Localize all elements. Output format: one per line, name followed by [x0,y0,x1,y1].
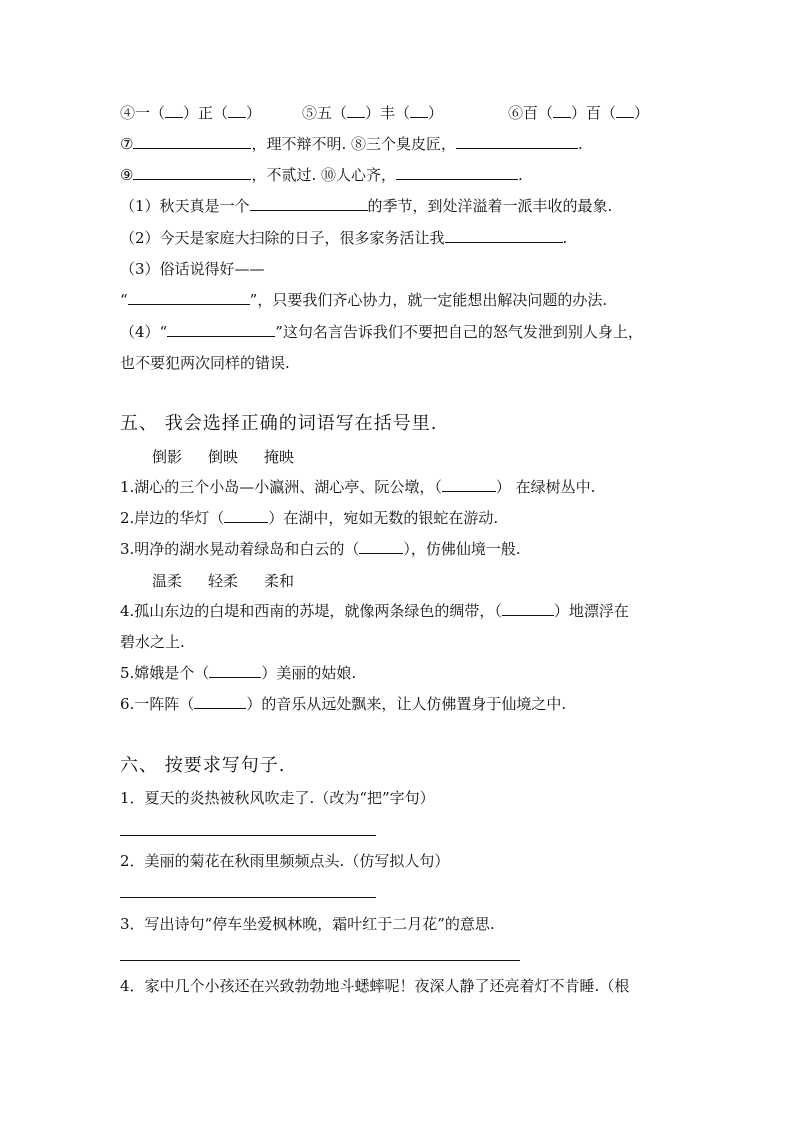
answer-line[interactable] [120,835,376,836]
answer-line[interactable] [120,960,520,961]
s5-q3: 3.明净的湖水晃动着绿岛和白云的（ ），仿佛仙境一般. [120,540,521,558]
word-choices-1: 倒影 倒映 掩映 [152,448,295,466]
blank[interactable] [128,290,250,305]
idiom-7-8: ⑦ ，理不辩不明. ⑧三个臭皮匠， . [120,135,583,153]
section-6-heading: 六、 按要求写句子. [120,755,286,776]
idiom-6: ⑥百（ ）百（ ） [508,104,650,122]
blank[interactable] [228,103,246,118]
blank[interactable] [502,601,554,616]
blank[interactable] [133,134,251,149]
word-choices-2: 温柔 轻柔 柔和 [152,572,295,590]
s5-q6: 6.一阵阵（ ）的音乐从远处飘来，让人仿佛置身于仙境之中. [120,695,567,713]
blank[interactable] [250,196,368,211]
section-5-heading: 五、 我会选择正确的词语写在括号里. [120,413,438,434]
idiom-5: ⑤五（ ）丰（ ） [302,104,444,122]
blank[interactable] [194,694,246,709]
s6-q1: 1．夏天的炎热被秋风吹走了.（改为“把”字句） [120,789,435,807]
s6-q2: 2．美丽的菊花在秋雨里频频点头.（仿写拟人句） [120,852,450,870]
blank[interactable] [553,103,571,118]
s5-q4-cont: 碧水之上. [120,633,185,651]
blank[interactable] [442,477,496,492]
blank[interactable] [133,165,251,180]
s5-q1: 1.湖心的三个小岛—小瀛洲、湖心亭、阮公墩，（ ） 在绿树丛中. [120,478,596,496]
fill-q3-answer: “ ”，只要我们齐心协力，就一定能想出解决问题的办法. [120,291,608,309]
blank[interactable] [359,539,403,554]
fill-q4: （4）“ ”这句名言告诉我们不要把自己的怒气发泄到别人身上， [120,323,643,341]
s5-q4: 4.孤山东边的白堤和西南的苏堤，就像两条绿色的绸带，（ ）地漂浮在 [120,602,629,620]
fill-q4-cont: 也不要犯两次同样的错误. [120,354,290,372]
fill-q1: （1）秋天真是一个 的季节，到处洋溢着一派丰收的最象. [120,197,613,215]
blank[interactable] [456,134,578,149]
blank[interactable] [165,103,183,118]
s5-q2: 2.岸边的华灯（ ）在湖中，宛如无数的银蛇在游动. [120,509,499,527]
answer-line[interactable] [120,897,376,898]
s6-q4: 4．家中几个小孩还在兴致勃勃地斗蟋蟀呢！夜深人静了还亮着灯不肯睡.（根 [120,977,630,995]
blank[interactable] [209,663,261,678]
blank[interactable] [167,322,275,337]
s5-q5: 5.嫦娥是个（ ）美丽的姑娘. [120,664,357,682]
s6-q3: 3．写出诗句“停车坐爱枫林晚，霜叶红于二月花”的意思. [120,915,495,933]
idiom-9-10: ⑨ ，不贰过. ⑩人心齐， . [120,166,523,184]
idiom-4: ④一（ ）正（ ） [120,104,262,122]
blank[interactable] [445,228,563,243]
blank[interactable] [410,103,428,118]
fill-q3: （3）俗话说得好—— [120,260,265,278]
blank[interactable] [616,103,634,118]
blank[interactable] [224,508,268,523]
blank[interactable] [396,165,518,180]
blank[interactable] [347,103,365,118]
fill-q2: （2）今天是家庭大扫除的日子，很多家务活让我 . [120,229,568,247]
